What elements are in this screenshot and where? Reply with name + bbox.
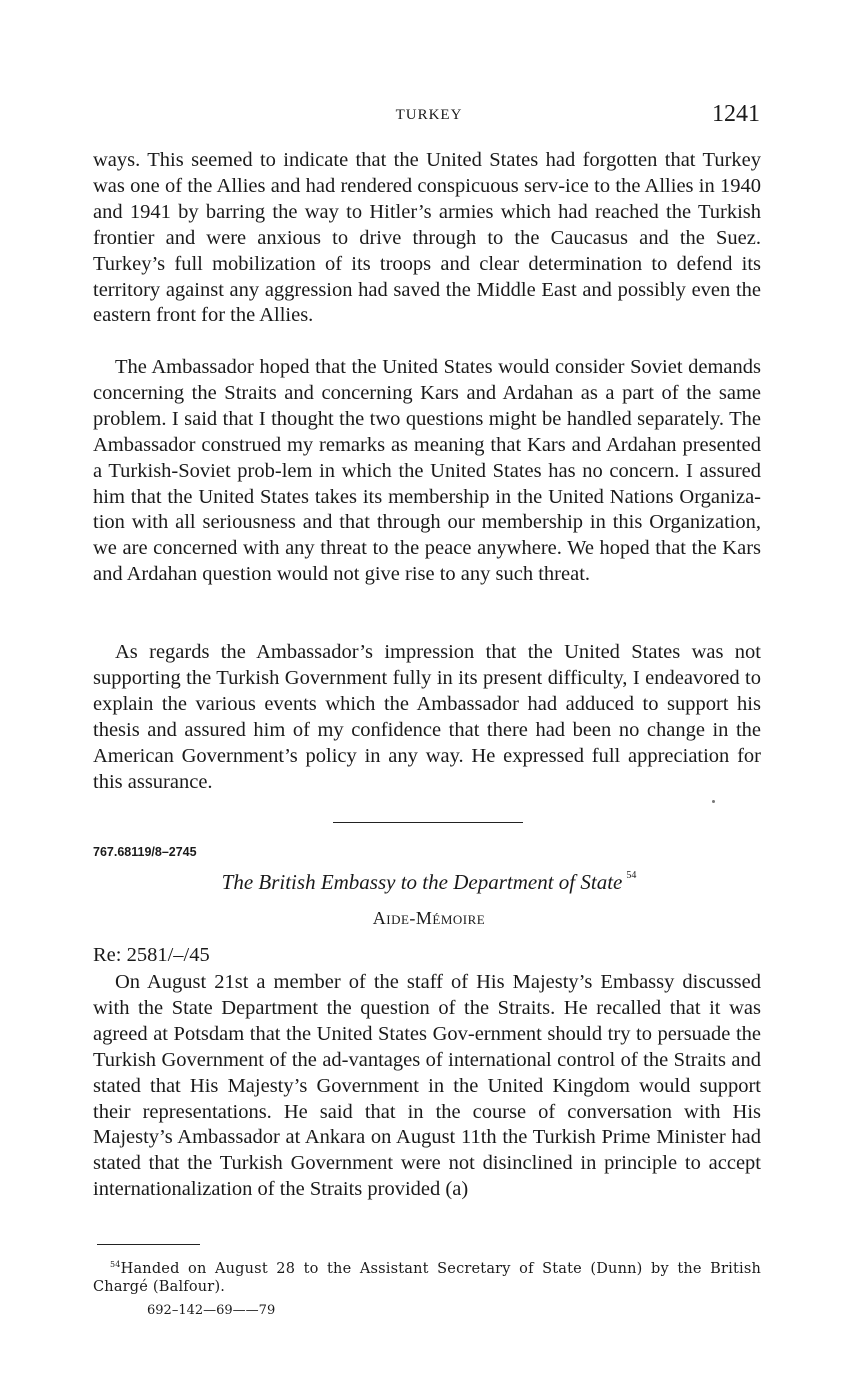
document-title-text: The British Embassy to the Department of State [221,870,623,894]
footnote-text: Handed on August 28 to the Assistant Secretary of State (Dunn) by the British Chargé (Balfour). [93,1260,761,1295]
body-paragraph-1: ways. This seemed to indicate that the United States had forgotten that Turkey was one of the Allies and had rendered conspicuous serv-ice to the Allies in 1940 and 1941 by barring the way to Hitler’s armies which had reached the Turkish frontier and were anxious to drive through to the Caucasus and the Suez. Turkey’s full mobilization of its troops and clear determination to defend its territory against any aggression had saved the Middle East and possibly even the eastern front for the Allies. [93,149,761,327]
footnote-marker: 54 [110,1260,121,1269]
running-title: TURKEY [395,107,463,123]
reference-line: Re: 2581/–/45 [93,944,210,966]
print-code: 692–142—69——79 [147,1303,276,1318]
footnote-reference: 54 [626,870,637,881]
page-number: 1241 [712,101,760,127]
document-heading: Aide-Mémoire [372,908,486,928]
body-paragraph-3: As regards the Ambassador’s impression that the United States was not supporting the Turkish Government fully in its present difficulty, I endeavored to explain the various events which the Ambassador had adduced to support his thesis and assured him of my confidence that there had been no change in the American Government’s policy in any way. He expressed full appreciation for this assurance. [93,641,761,793]
footnote-divider [97,1244,200,1245]
section-divider [333,822,523,823]
footnote [93,1256,761,1296]
body-paragraph-2: The Ambassador hoped that the United States would consider Soviet demands concerning the Straits and concerning Kars and Ardahan as a part of the same problem. I said that I thought the two questions might be handled separately. The Ambassador construed my remarks as meaning that Kars and Ardahan presented a Turkish-Soviet prob-lem in which the United States has no concern. I assured him that the United States takes its membership in the United Nations Organiza-tion with all seriousness and that through our membership in this Organization, we are concerned with any threat to the peace anywhere. We hoped that the Kars and Ardahan question would not give rise to any such threat. [93,356,761,586]
document-title [0,870,858,895]
print-speck [712,800,715,803]
file-number: 767.68119/8–2745 [93,845,197,859]
document-paragraph: On August 21st a member of the staff of His Majesty’s Embassy discussed with the State Department the question of the Straits. He recalled that it was agreed at Potsdam that the United States Gov-ernment should try to persuade the Turkish Government of the ad-vantages of international control of the Straits and stated that His Majesty’s Government in the United Kingdom would support their representations. He said that in the course of conversation with His Majesty’s Ambassador at Ankara on August 11th the Turkish Prime Minister had stated that the Turkish Government were not disinclined in principle to accept internationalization of the Straits provided (a) [93,971,761,1201]
